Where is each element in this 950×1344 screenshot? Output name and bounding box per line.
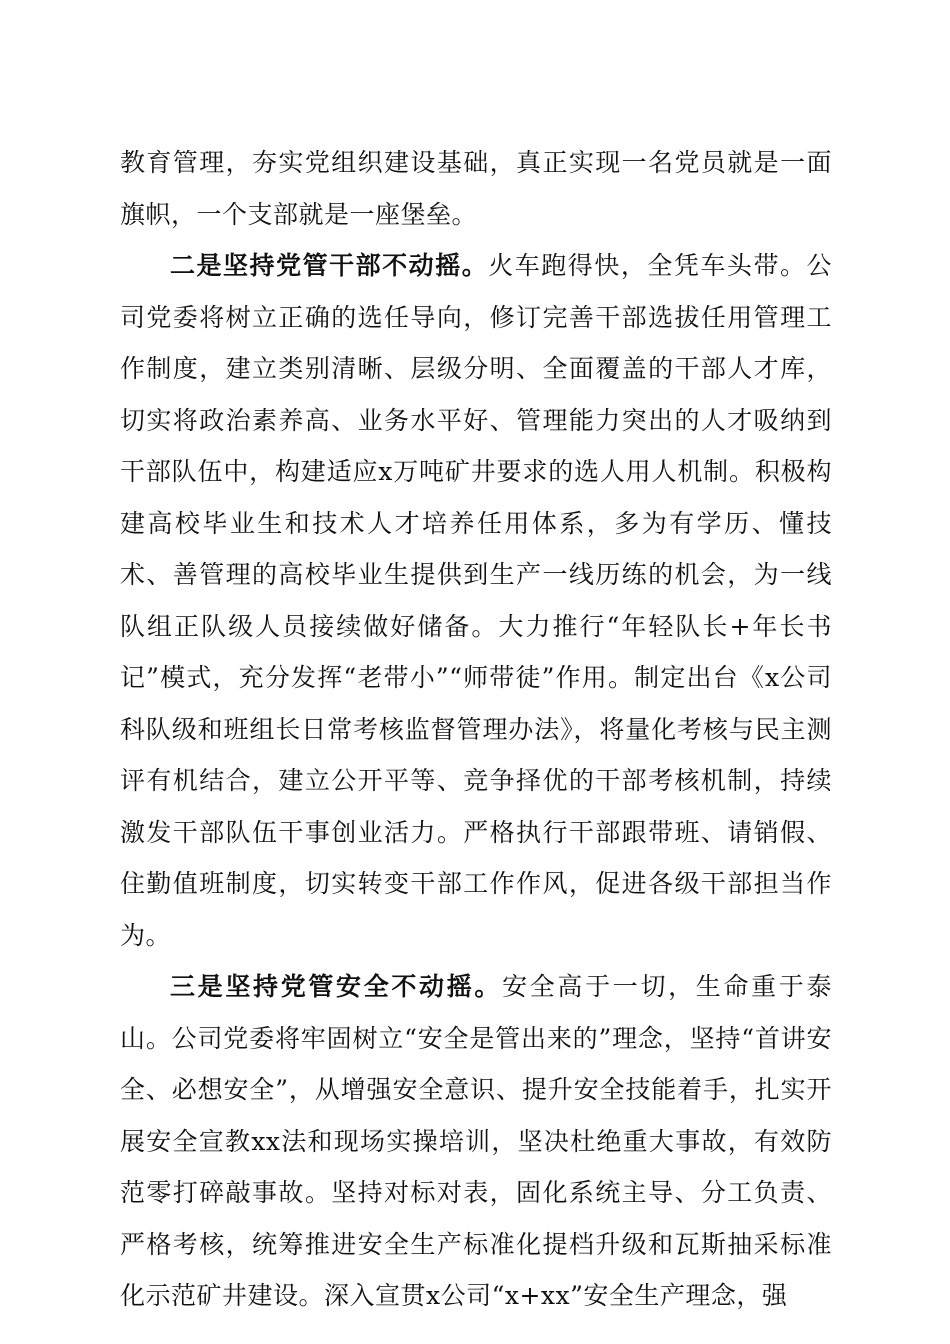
document-body [120, 137, 832, 1322]
paragraph-1-text: 教育管理，夯实党组织建设基础，真正实现一名党员就是一面旗帜，一个支部就是一座堡垒。 [120, 148, 832, 229]
paragraph-1 [120, 137, 832, 240]
paragraph-2-text: 火车跑得快，全凭车头带。公司党委将树立正确的选任导向，修订完善干部选拔任用管理工作制度，建立类别清晰、层级分明、全面覆盖的干部人才库，切实将政治素养高、业务水平好、管理能力突出的人才吸纳到干部队伍中，构建适应x万吨矿井要求的选人用人机制。积极构建高校毕业生和技术人才培养任用体系，多为有学历、懂技术、善管理的高校毕业生提供到生产一线历练的机会，为一线队组正队级人员接续做好储备。大力推行“年轻队长+年长书记”模式，充分发挥“老带小”“师带徒”作用。制定出台《x公司科队级和班组长日常考核监督管理办法》，将量化考核与民主测评有机结合，建立公开平等、竞争择优的干部考核机制，持续激发干部队伍干事创业活力。严格执行干部跟带班、请销假、住勤值班制度，切实转变干部工作作风，促进各级干部担当作为。 [120, 251, 832, 950]
paragraph-2-lead: 二是坚持党管干部不动摇。 [170, 251, 489, 280]
paragraph-3-text: 安全高于一切，生命重于泰山。公司党委将牢固树立“安全是管出来的”理念，坚持“首讲安全、必想安全”，从增强安全意识、提升安全技能着手，扎实开展安全宣教xx法和现场实操培训，坚决杜绝重大事故，有效防范零打碎敲事故。坚持对标对表，固化系统主导、分工负责、严格考核，统筹推进安全生产标准化提档升级和瓦斯抽采标准化示范矿井建设。深入宣贯x公司“x+xx”安全生产理念，强 [120, 972, 832, 1310]
paragraph-3-lead: 三是坚持党管安全不动摇。 [170, 972, 503, 1001]
paragraph-2 [120, 240, 832, 961]
paragraph-3 [120, 961, 832, 1322]
